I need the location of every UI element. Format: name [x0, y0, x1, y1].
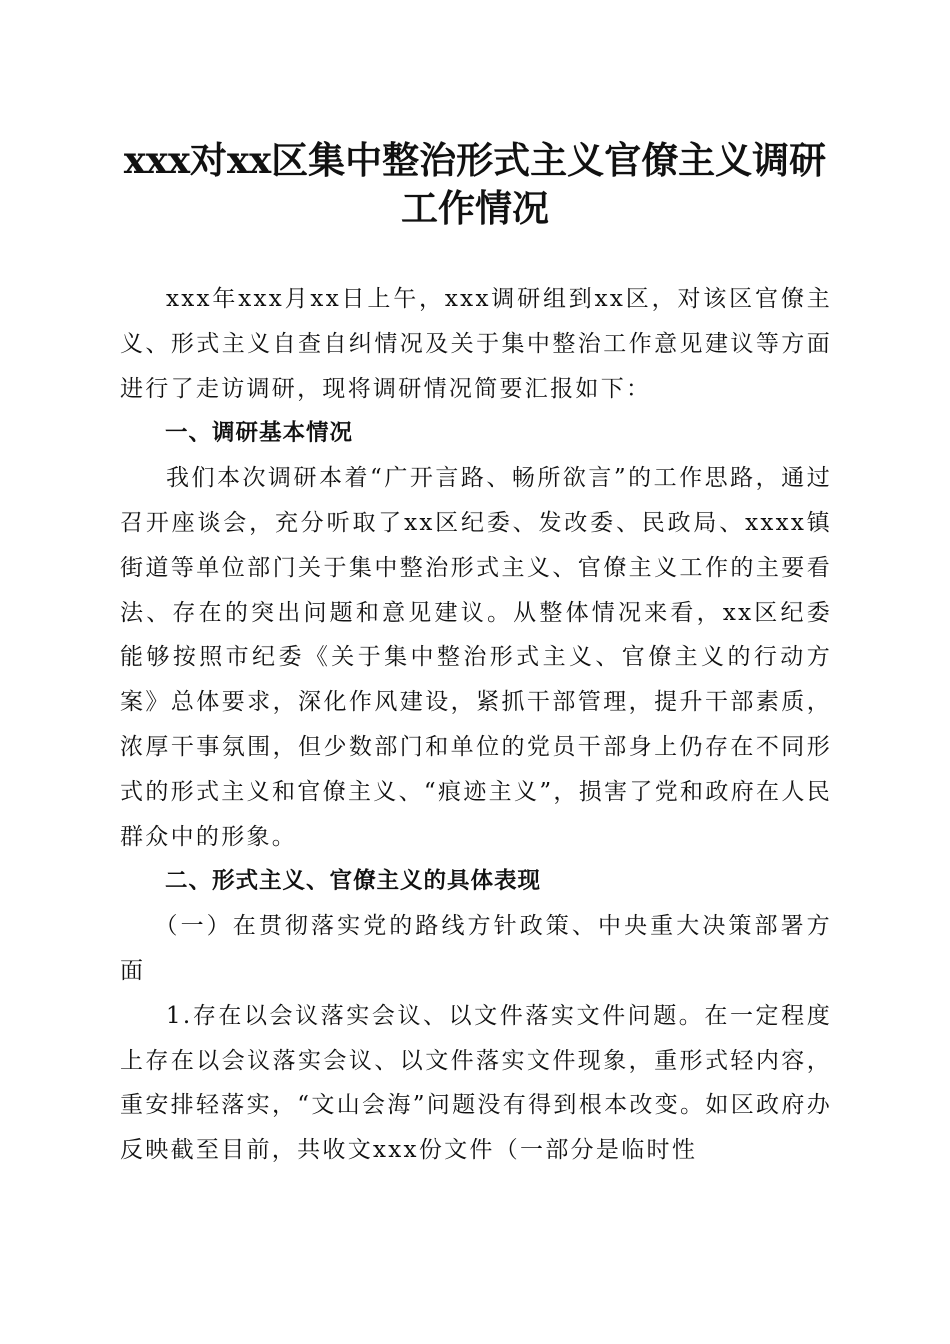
- intro-paragraph: xxx年xxx月xx日上午，xxx调研组到xx区，对该区官僚主义、形式主义自查自纠情况及关于集中整治工作意见建议等方面进行了走访调研，现将调研情况简要汇报如下：: [120, 286, 832, 402]
- document-title: xxx对xx区集中整治形式主义官僚主义调研工作情况: [123, 138, 827, 230]
- basic-situation-paragraph: 我们本次调研本着“广开言路、畅所欲言”的工作思路，通过召开座谈会，充分听取了xx区纪委、发改委、民政局、xxxx镇街道等单位部门关于集中整治形式主义、官僚主义工作的主要看法、存在的突出问题和意见建议。从整体情况来看，xx区纪委能够按照市纪委《关于集中整治形式主义、官僚主义的行动方案》总体要求，深化作风建设，紧抓干部管理，提升干部素质，浓厚干事氛围，但少数部门和单位的党员干部身上仍存在不同形式的形式主义和官僚主义、“痕迹主义”，损害了党和政府在人民群众中的形象。: [120, 465, 832, 850]
- section-heading-1: 一、调研基本情况: [165, 420, 354, 447]
- subsection-heading-1: （一）在贯彻落实党的路线方针政策、中央重大决策部署方面: [120, 913, 832, 984]
- section-heading-2: 二、形式主义、官僚主义的具体表现: [165, 868, 542, 895]
- item-1-paragraph: 1.存在以会议落实会议、以文件落实文件问题。在一定程度上存在以会议落实会议、以文件落实文件现象，重形式轻内容，重安排轻落实，“文山会海”问题没有得到根本改变。如区政府办反映截至目前，共收文xxx份文件（一部分是临时性: [120, 1002, 832, 1164]
- document-body: [120, 277, 832, 1173]
